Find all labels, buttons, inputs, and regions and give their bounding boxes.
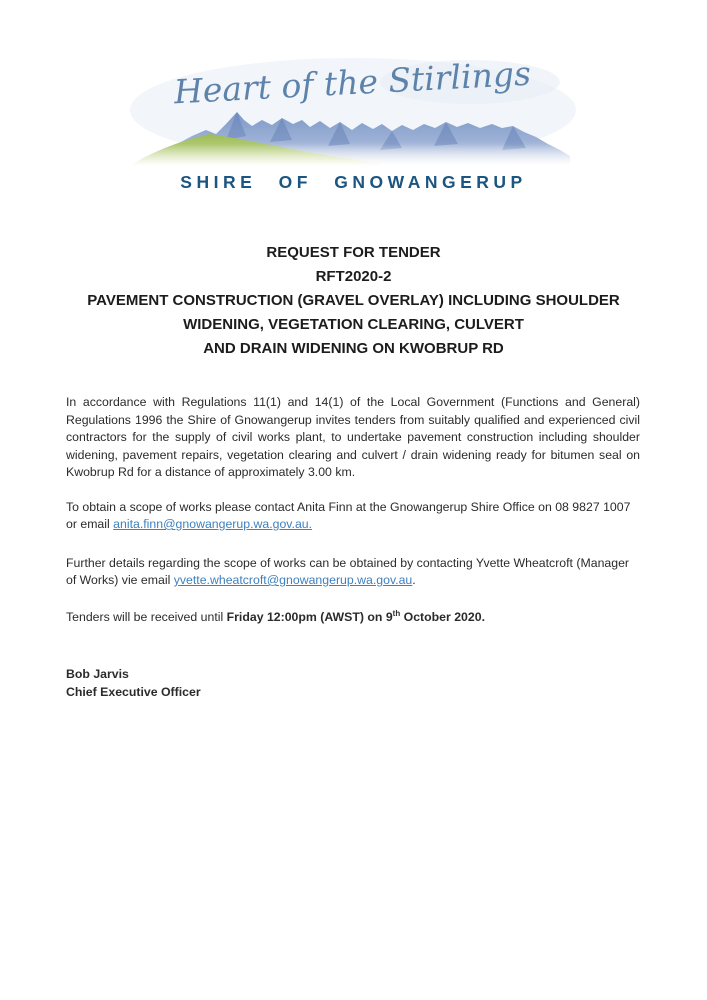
base-fade <box>130 144 577 170</box>
paragraph-regulations: In accordance with Regulations 11(1) and 14(1) of the Local Government (Functions and General) Regulations 1996 the Shire of Gnowangerup invites tenders from suitably qualified and experienced civil contractors for the supply of civil works plant, to undertake pavement construction including shoulder widening, pavement repairs, vegetation clearing and culvert / drain widening ready for bitumen seal on Kwobrup Rd for a distance of approximately 3.00 km. <box>66 395 640 479</box>
deadline-date-part2: October 2020. <box>400 609 485 624</box>
deadline-ordinal: th <box>392 608 401 618</box>
title-works-line-1: PAVEMENT CONSTRUCTION (GRAVEL OVERLAY) INCLUDING SHOULDER <box>87 292 620 309</box>
title-works-line-2: WIDENING, VEGETATION CLEARING, CULVERT <box>183 316 524 333</box>
contact-yvette-text: Further details regarding the scope of works can be obtained by contacting Yvette Wheatcroft (Manager of Works) vie email <box>66 555 630 587</box>
document-body <box>66 394 640 701</box>
contact-yvette-period: . <box>412 573 416 587</box>
email-link-anita-finn[interactable]: anita.finn@gnowangerup.wa.gov.au. <box>113 517 313 531</box>
title-works-line-3: AND DRAIN WIDENING ON KWOBRUP RD <box>203 340 504 357</box>
paragraph-deadline <box>66 609 640 627</box>
signature-block <box>66 666 640 701</box>
email-link-yvette-wheatcroft[interactable]: yvette.wheatcroft@gnowangerup.wa.gov.au <box>173 573 413 587</box>
mountain-range-illustration <box>130 52 577 170</box>
contact-anita-text: To obtain a scope of works please contact Anita Finn at the Gnowangerup Shire Office on 08 9827 1007 or email <box>66 499 631 531</box>
org-name: SHIRE OF GNOWANGERUP <box>180 172 527 192</box>
deadline-prefix: Tenders will be received until <box>66 609 227 624</box>
paragraph-contact-anita <box>66 499 640 534</box>
shire-logo <box>130 52 577 193</box>
signatory-title: Chief Executive Officer <box>66 684 201 699</box>
paragraph-contact-yvette <box>66 555 640 590</box>
logo-script-text: Heart of the Stirlings <box>173 53 532 112</box>
title-tender-number: RFT2020-2 <box>315 268 392 285</box>
tender-title-block <box>0 241 707 361</box>
signatory-name: Bob Jarvis <box>66 667 129 681</box>
deadline-date-part1: Friday 12:00pm (AWST) on 9 <box>226 609 393 624</box>
title-request-for-tender: REQUEST FOR TENDER <box>266 244 441 261</box>
